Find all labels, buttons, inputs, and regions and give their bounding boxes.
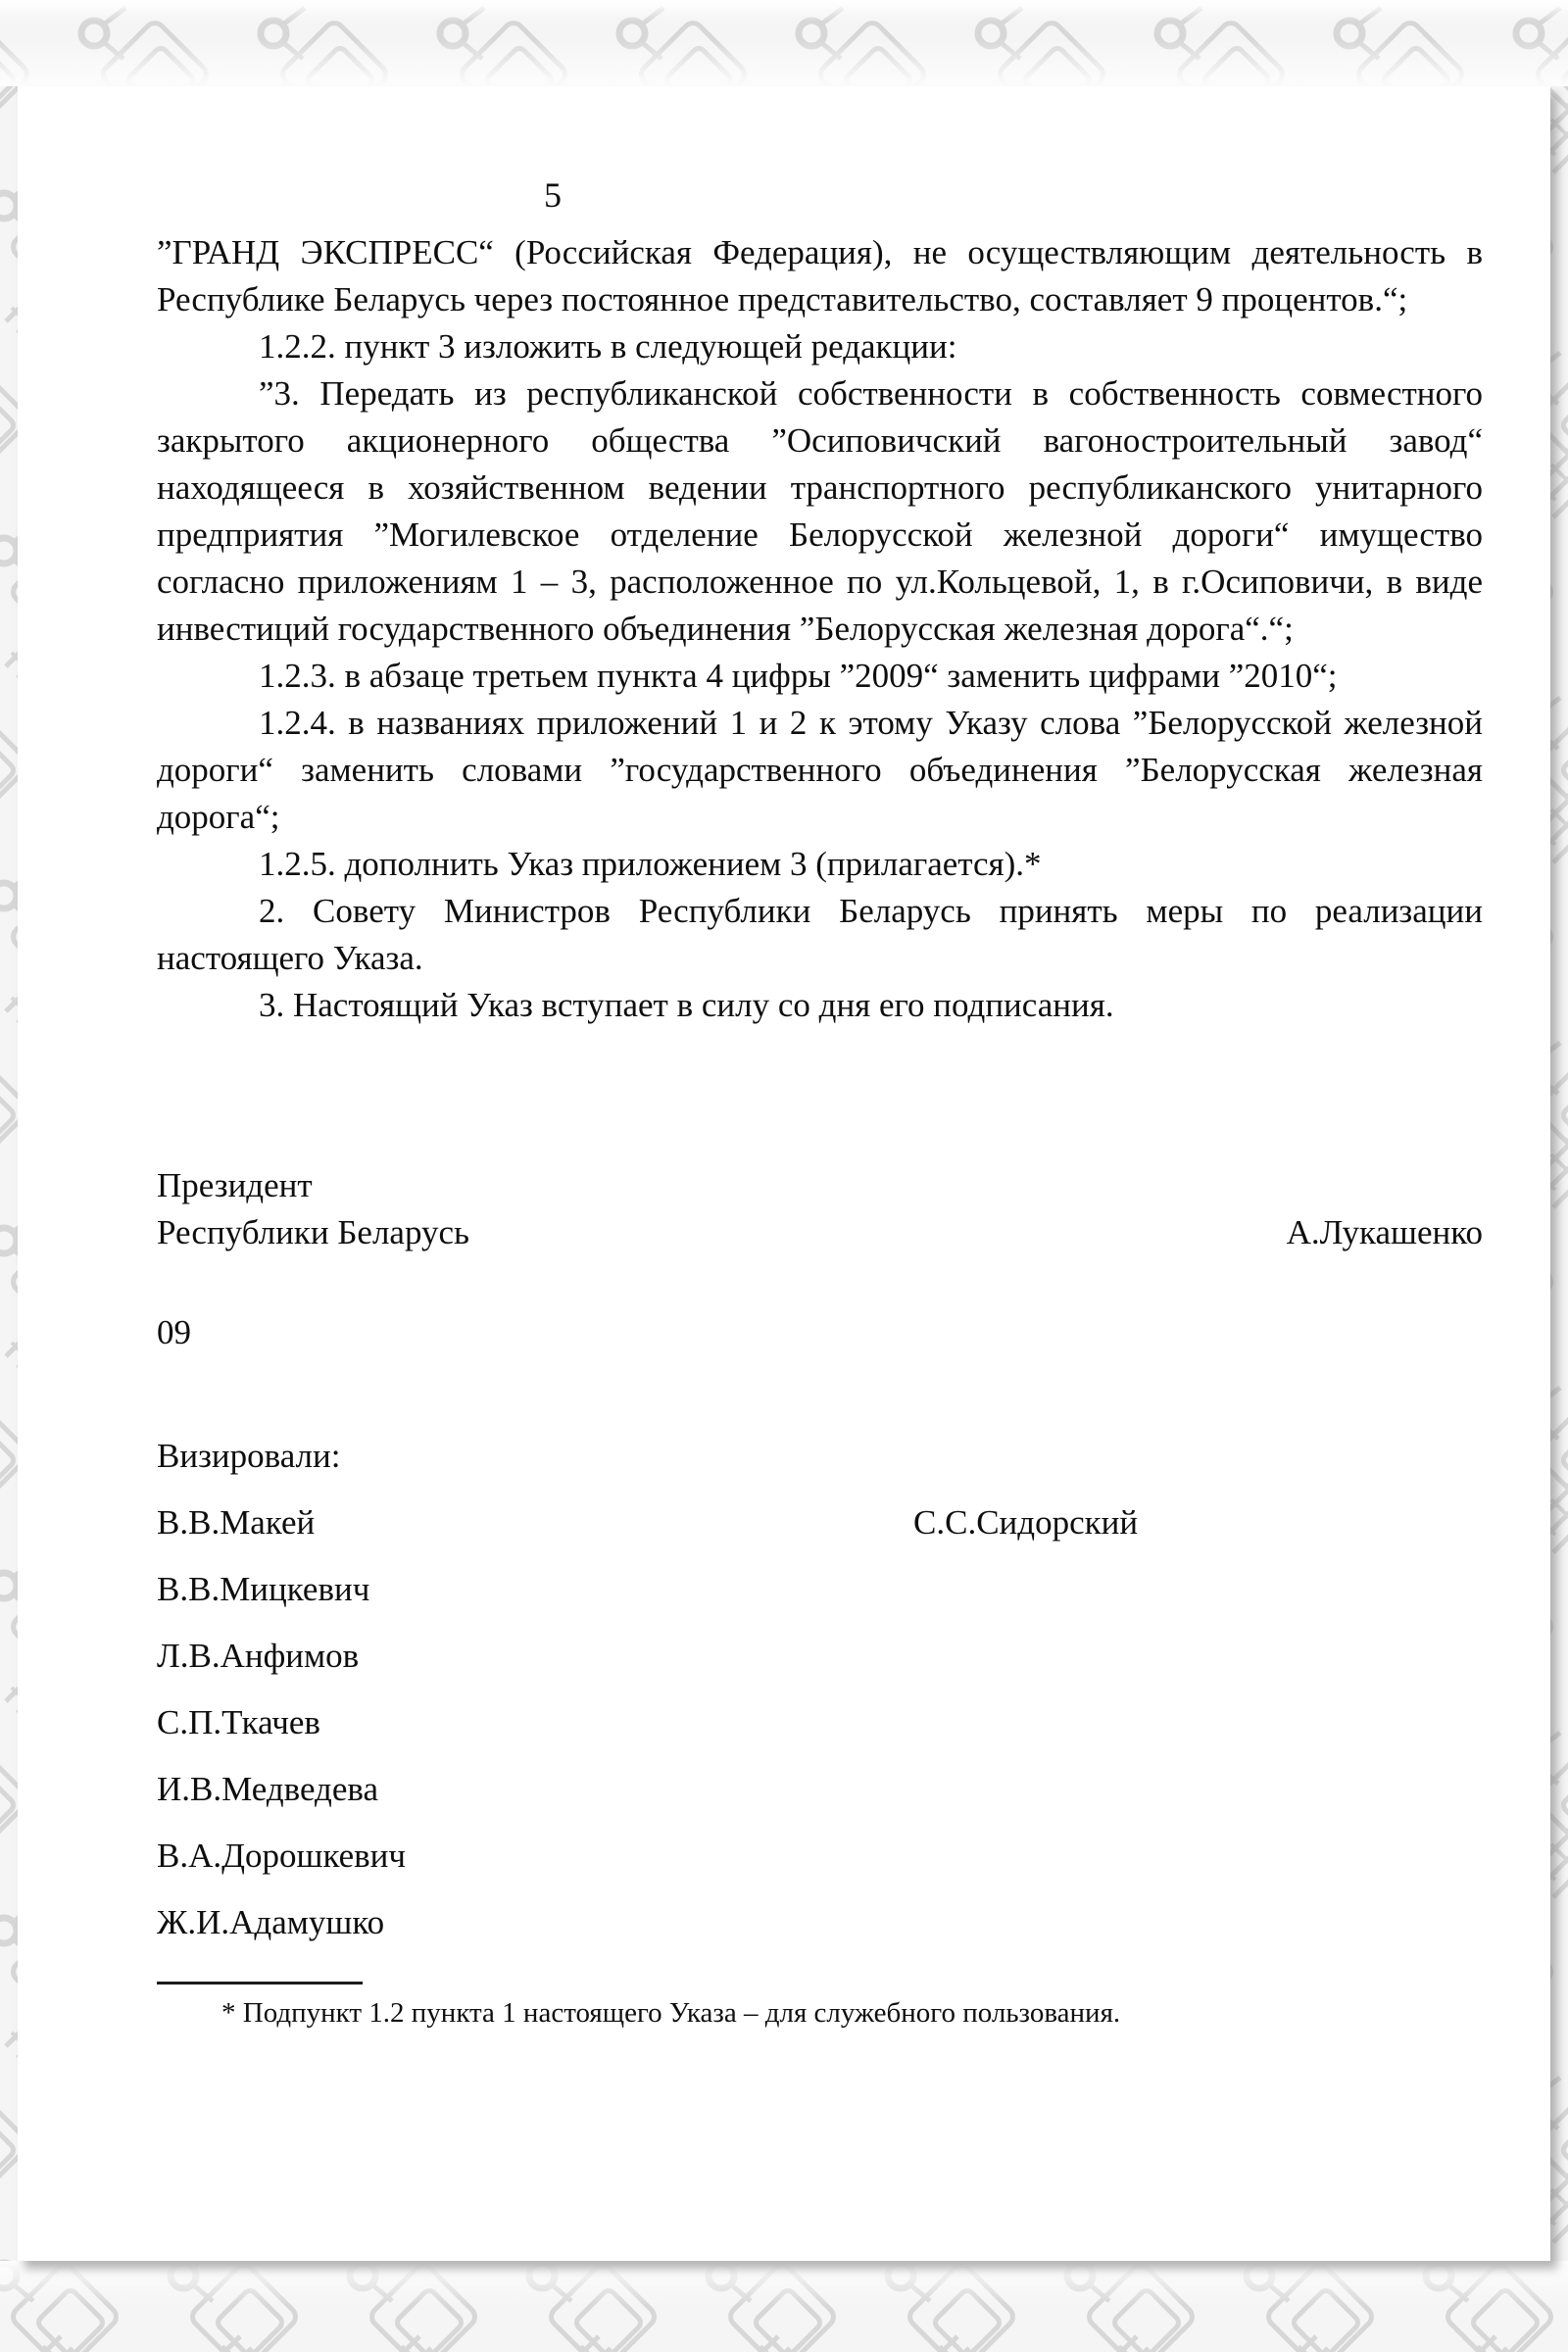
visa-row (157, 1633, 1483, 1699)
visa-row (157, 1566, 1483, 1633)
paragraph-1-2-2: 1.2.2. пункт 3 изложить в следующей редакции: (259, 327, 957, 366)
document-page (18, 86, 1550, 2261)
visa-name: В.А.Дорошкевич (157, 1837, 406, 1875)
paragraph-1-2-3: 1.2.3. в абзаце третьем пункта 4 цифры ”2009“ заменить цифрами ”2010“; (259, 657, 1338, 695)
signer-name: А.Лукашенко (1286, 1213, 1483, 1251)
footnote-text: * Подпункт 1.2 пункта 1 настоящего Указа – для служебного пользования. (221, 1997, 1121, 2029)
paragraph-1-2-5: 1.2.5. дополнить Указ приложением 3 (прилагается).* (259, 845, 1042, 883)
page-number: 5 (544, 175, 562, 215)
paragraph-point-3: 3. Настоящий Указ вступает в силу со дня его подписания. (259, 986, 1114, 1024)
date-code: 09 (157, 1313, 191, 1351)
visa-name: В.В.Мицкевич (157, 1570, 370, 1608)
paragraph-grand-express: ”ГРАНД ЭКСПРЕСС“ (Российская Федерация), не осуществляющим деятельность в Республике Беларусь через постоянное представительство, составляет 9 процентов.“; (157, 233, 1483, 318)
visa-label: Визировали: (157, 1437, 341, 1475)
visa-row (157, 1766, 1483, 1833)
visa-name: В.В.Макей (157, 1503, 316, 1542)
visa-name: Ж.И.Адамушко (157, 1903, 385, 1941)
visa-name: Л.В.Анфимов (157, 1637, 360, 1675)
visa-row (157, 1833, 1483, 1899)
paragraph-point-2: 2. Совету Министров Республики Беларусь принять меры по реализации настоящего Указа. (157, 892, 1483, 977)
visa-row (157, 1899, 1483, 1966)
visa-name: С.П.Ткачев (157, 1703, 320, 1741)
footnote-separator (157, 1982, 363, 1984)
visa-row (157, 1499, 1483, 1566)
visa-list (157, 1499, 1483, 1966)
visa-row (157, 1699, 1483, 1766)
signature-block (157, 1162, 1483, 1256)
signer-role-line1: Президент (157, 1166, 313, 1204)
decree-body-text (157, 229, 1483, 1029)
paragraph-1-2-4: 1.2.4. в названиях приложений 1 и 2 к этому Указу слова ”Белорусской железной дороги“ заменить словами ”государственного объединения ”Белорусская железная дорога“; (157, 704, 1483, 836)
signer-role-line2: Республики Беларусь (157, 1213, 469, 1251)
visa-name: И.В.Медведева (157, 1770, 378, 1808)
paragraph-point-3-new-edition: ”3. Передать из республиканской собственности в собственность совместного закрытого акционерного общества ”Осиповичский вагоностроительный завод“ находящееся в хозяйственном ведении транспортного республиканского унитарного предприятия ”Могилевское отделение Белорусской железной дороги“ имущество согласно приложениям 1 – 3, расположенное по ул.Кольцевой, 1, в г.Осиповичи, в виде инвестиций государственного объединения ”Белорусская железная дорога“.“; (157, 374, 1483, 648)
visa-name-right: С.С.Сидорский (913, 1503, 1139, 1542)
signer-role (157, 1162, 469, 1256)
